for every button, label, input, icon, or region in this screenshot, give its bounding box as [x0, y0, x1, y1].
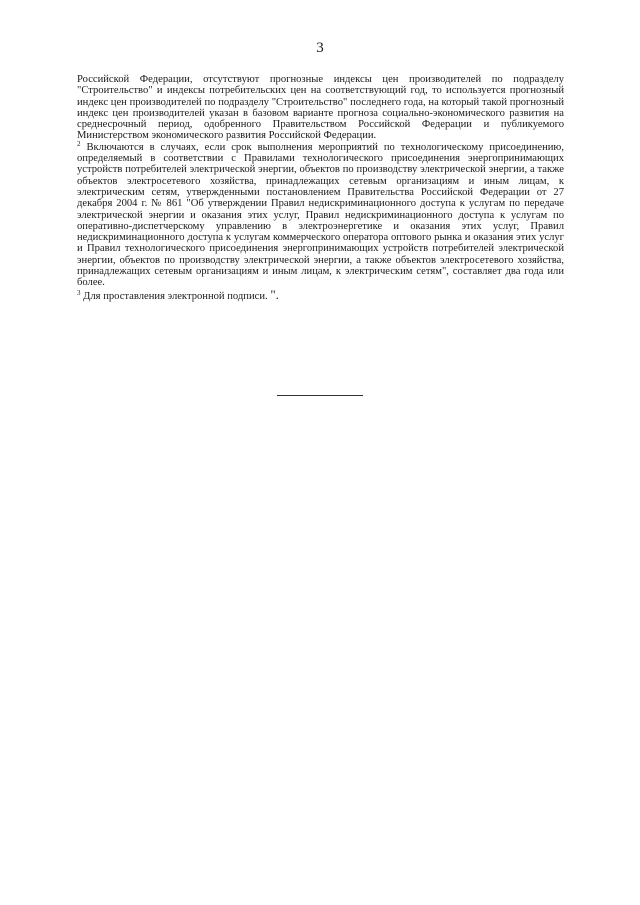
footnote-3-closing-quote: ". [270, 286, 279, 302]
document-body [77, 74, 564, 302]
continuation-paragraph: Российской Федерации, отсутствуют прогнозные индексы цен производителей по подразделу "Строительство" и индексы потребительских цен на соответствующий год, то используется прогнозный индекс цен производителей по подразделу "Строительство" последнего года, на который такой прогнозный индекс цен производителей указан в базовом варианте прогноза социально-экономического развития на среднесрочный период, одобренного Правительством Российской Федерации и публикуемого Министерством экономического развития Российской Федерации. [77, 74, 564, 142]
footnote-3-marker: 3 [77, 288, 81, 297]
footnote-2-text: Включаются в случаях, если срок выполнения мероприятий по технологическому присоединению, определяемый в соответствии с Правилами технологического присоединения энергопринимающих устройств потребителей электрической энергии, объектов по производству электрической энергии, а также объектов электросетевого хозяйства, принадлежащих сетевым организациям и иным лицам, к электрическим сетям, утвержденными постановлением Правительства Российской Федерации от 27 декабря 2004 г. № 861 "Об утверждении Правил недискриминационного доступа к услугам по передаче электрической энергии и оказания этих услуг, Правил недискриминационного доступа к услугам по оперативно-диспетчерскому управлению в электроэнергетике и оказания этих услуг, Правил недискриминационного доступа к услугам коммерческого оператора оптового рынка и оказания этих услуг и Правил технологического присоединения энергопринимающих устройств потребителей электрической энергии, объектов по производству электрической энергии, а также объектов электросетевого хозяйства, принадлежащих сетевым организациям и иным лицам, к электрическим сетям", составляет два года или более. [77, 141, 564, 289]
footnote-2-marker: 2 [77, 139, 81, 148]
footnote-2 [77, 139, 564, 289]
end-separator-line [277, 395, 363, 396]
footnote-3-text: Для проставления электронной подписи. [83, 290, 268, 302]
page-number: 3 [316, 40, 324, 56]
footnote-3 [77, 286, 564, 302]
